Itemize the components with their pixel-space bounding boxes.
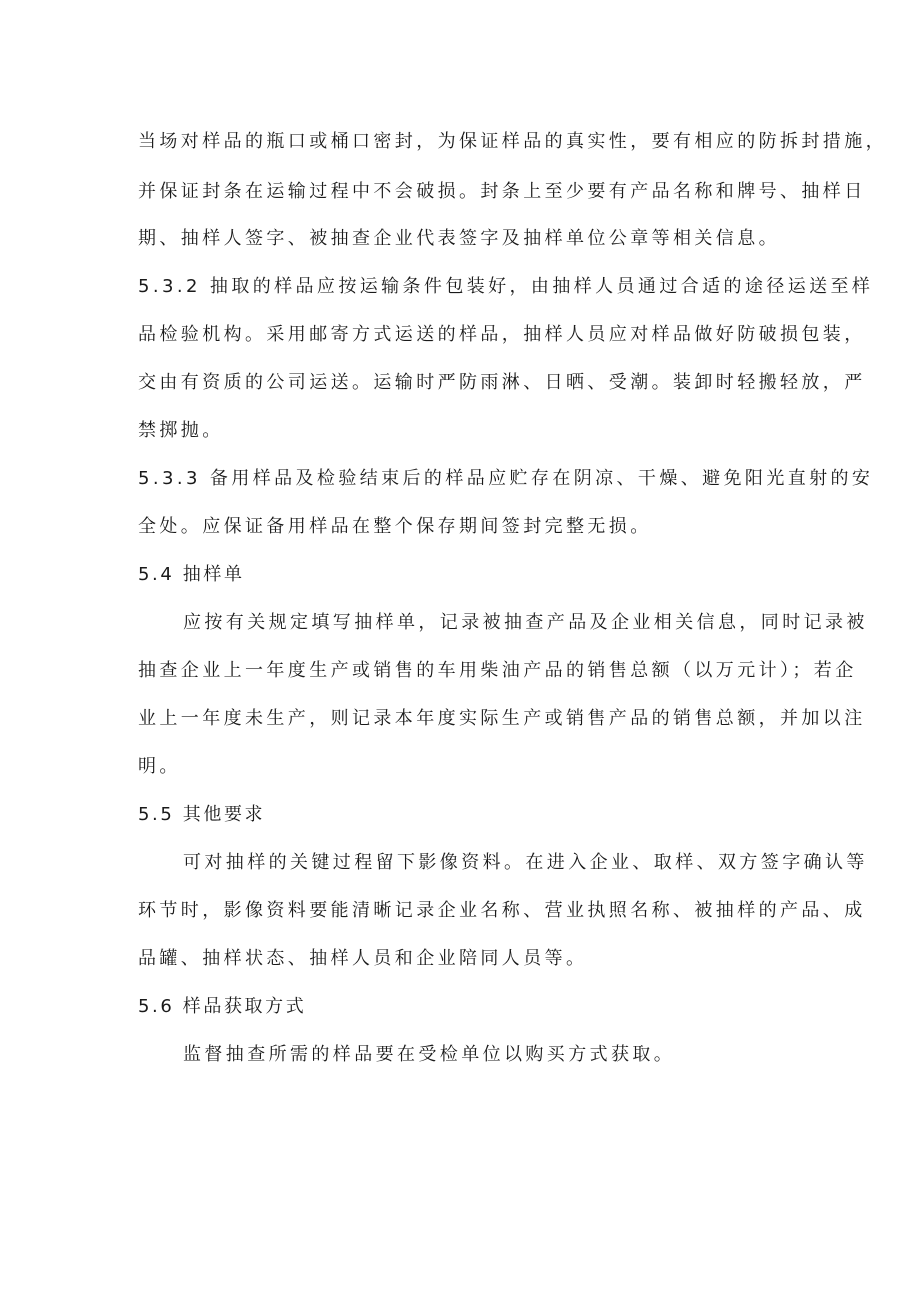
paragraph-line: 全处。应保证备用样品在整个保存期间签封完整无损。	[138, 516, 652, 537]
paragraph-line: 抽查企业上一年度生产或销售的车用柴油产品的销售总额（以万元计）；若企	[138, 660, 857, 681]
paragraph-line: 品检验机构。采用邮寄方式运送的样品，抽样人员应对样品做好防破损包装，	[138, 324, 866, 345]
paragraph-line: 业上一年度未生产，则记录本年度实际生产或销售产品的销售总额，并加以注	[138, 708, 866, 729]
paragraph-line: 明。	[138, 756, 181, 777]
section-heading-5-6: 5.6 样品获取方式	[138, 996, 307, 1017]
paragraph-line: 期、抽样人签字、被抽查企业代表签字及抽样单位公章等相关信息。	[138, 228, 780, 249]
section-heading-5-5: 5.5 其他要求	[138, 804, 266, 825]
paragraph-line: 环节时，影像资料要能清晰记录企业名称、营业执照名称、被抽样的产品、成	[138, 900, 866, 921]
paragraph-line: 应按有关规定填写抽样单，记录被抽查产品及企业相关信息，同时记录被	[183, 612, 868, 633]
paragraph-line: 品罐、抽样状态、抽样人员和企业陪同人员等。	[138, 948, 588, 969]
paragraph-line: 并保证封条在运输过程中不会破损。封条上至少要有产品名称和牌号、抽样日	[138, 181, 866, 202]
section-5-3-3-line: 5.3.3 备用样品及检验结束后的样品应贮存在阴凉、干燥、避免阳光直射的安	[138, 468, 874, 489]
paragraph-line: 当场对样品的瓶口或桶口密封，为保证样品的真实性，要有相应的防拆封措施，	[138, 131, 887, 152]
paragraph-line: 可对抽样的关键过程留下影像资料。在进入企业、取样、双方签字确认等	[183, 852, 868, 873]
paragraph-line: 监督抽查所需的样品要在受检单位以购买方式获取。	[183, 1044, 676, 1065]
paragraph-line: 禁掷抛。	[138, 420, 224, 441]
section-5-3-2-line: 5.3.2 抽取的样品应按运输条件包装好，由抽样人员通过合适的途径运送至样	[138, 276, 874, 297]
section-heading-5-4: 5.4 抽样单	[138, 564, 245, 585]
paragraph-line: 交由有资质的公司运送。运输时严防雨淋、日晒、受潮。装卸时轻搬轻放，严	[138, 372, 866, 393]
